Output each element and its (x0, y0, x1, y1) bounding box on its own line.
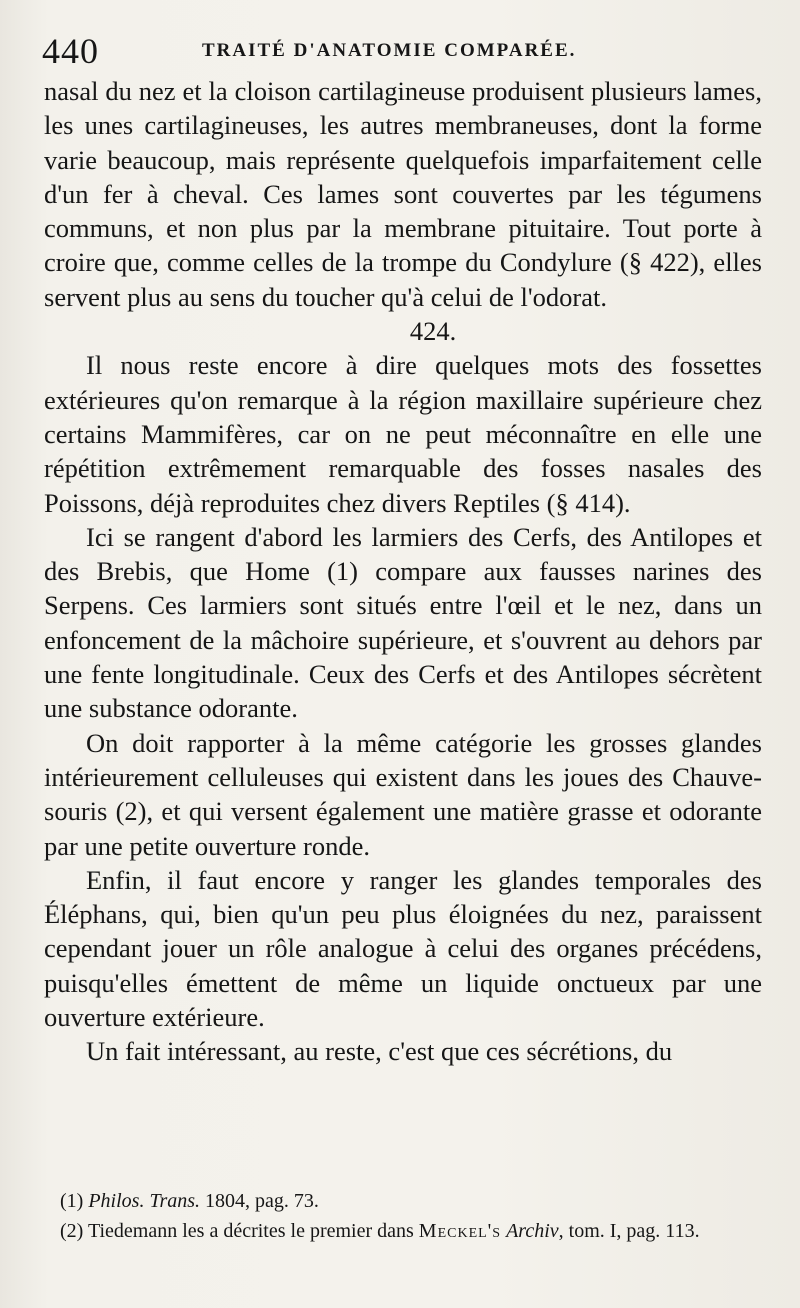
footnote-1-rest: 1804, pag. 73. (205, 1190, 319, 1212)
footnote-1-source: Philos. Trans. (88, 1190, 201, 1212)
footnote-1-marker: (1) (60, 1190, 84, 1212)
footnote-1 (60, 1186, 760, 1216)
footnote-2-author: Meckel's (418, 1220, 502, 1242)
paragraph-1: nasal du nez et la cloison cartilagineuse produisent plusieurs lames, les unes cartilagineuses, les autres membraneuses, dont la forme varie beaucoup, mais représente quelquefois imparfaitement celle d'un fer à cheval. Ces lames sont couvertes par les tégumens communs, et non plus par la membrane pituitaire. Tout porte à croire que, comme celles de la trompe du Condylure (§ 422), elles servent plus au sens du toucher qu'à celui de l'odorat. (44, 76, 762, 312)
paragraph-2: Il nous reste encore à dire quelques mots des fossettes extérieures qu'on remarque à la région maxillaire supérieure chez certains Mammifères, car on ne peut méconnaître en elle une répétition extrêmement remarquable des fosses nasales des Poissons, déjà reproduites chez divers Reptiles (§ 414). (44, 350, 762, 518)
section-number: 424. (409, 316, 457, 347)
paragraph-6: Un fait intéressant, au reste, c'est que ces sécrétions, du (86, 1036, 673, 1067)
footnote-2-rest: , tom. I, pag. 113. (558, 1220, 700, 1242)
paragraph-4: On doit rapporter à la même catégorie les grosses glandes intérieurement celluleuses qui existent dans les joues des Chauve-souris (2), et qui versent également une matière grasse et odorante par une petite ouverture ronde. (44, 727, 762, 861)
page-number: 440 (42, 31, 99, 71)
page-header (42, 30, 762, 70)
footnote-2-journal: Archiv (506, 1220, 559, 1242)
paragraph-5: Enfin, il faut encore y ranger les glandes temporales des Éléphans, qui, bien qu'un peu plus éloignées du nez, paraissent cependant jouer un rôle analogue à celui des organes précédens, puisqu'elles émettent de même un liquide onctueux par une ouverture extérieure. (44, 864, 762, 1033)
body-text (44, 74, 762, 1069)
footnote-2-marker: (2) (60, 1220, 84, 1242)
footnotes (60, 1186, 760, 1246)
running-title: TRAITÉ D'ANATOMIE COMPARÉE. (202, 40, 577, 61)
footnote-2-text: Tiedemann les a décrites le premier dans (87, 1220, 414, 1242)
paragraph-3: Ici se rangent d'abord les larmiers des Cerfs, des Antilopes et des Brebis, que Home (1) compare aux fausses narines des Serpens. Ces larmiers sont situés entre l'œil et le nez, dans un enfoncement de la mâchoire supérieure, et s'ouvrent au dehors par une fente longitudinale. Ceux des Cerfs et des Antilopes sécrètent une substance odorante. (44, 521, 762, 724)
footnote-2 (60, 1216, 760, 1246)
